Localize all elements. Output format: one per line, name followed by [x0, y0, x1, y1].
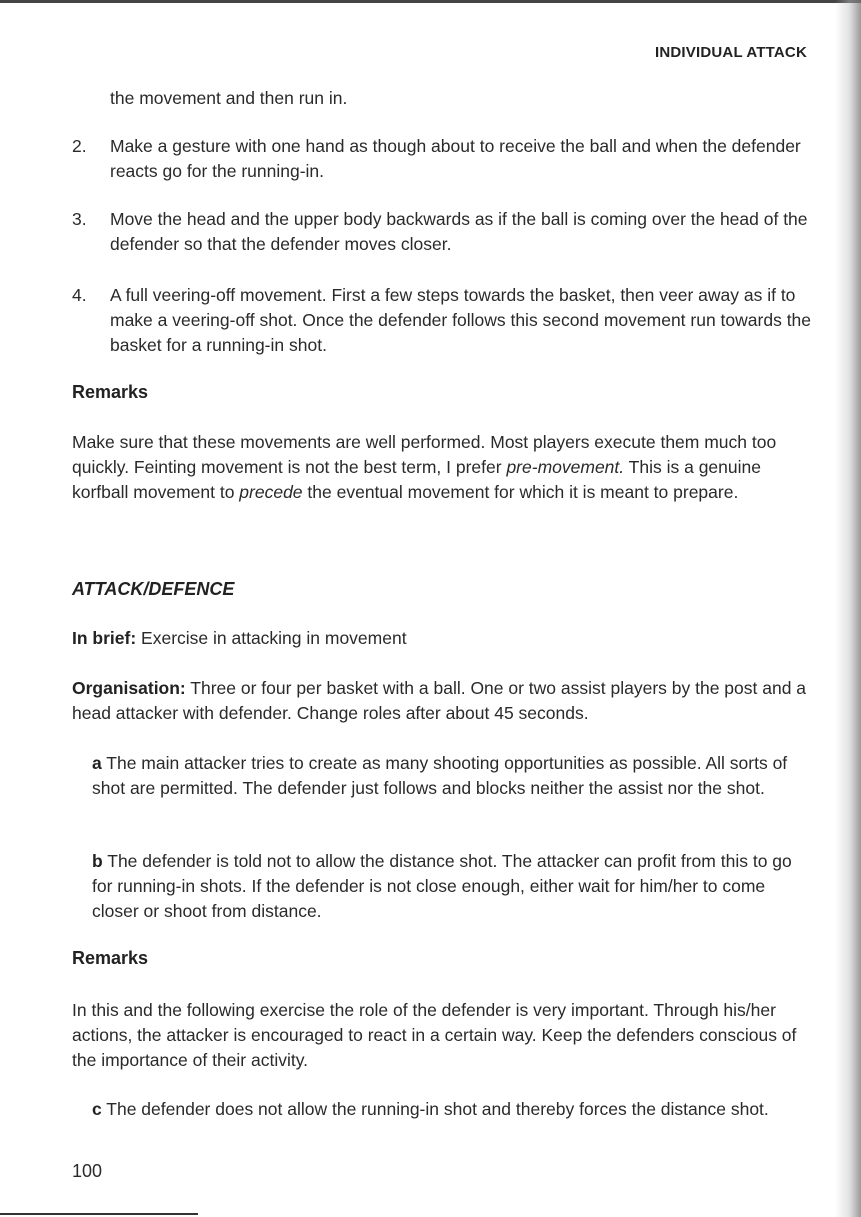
remarks-paragraph [72, 430, 814, 505]
organisation-paragraph [72, 676, 814, 726]
list-number-3: 3. [72, 209, 87, 229]
exercise-a-paragraph [92, 751, 814, 801]
in-brief-label: In brief: [72, 628, 137, 648]
page-edge-shadow [835, 0, 861, 1217]
exercise-c-paragraph [92, 1097, 814, 1122]
in-brief-text: Exercise in attacking in movement [136, 628, 407, 648]
organisation-text: Three or four per basket with a ball. One or two assist players by the post and a head attacker with defender. Change roles after about 45 seconds. [72, 678, 807, 723]
bottom-rule [0, 1213, 198, 1215]
exercise-c-letter: c [92, 1099, 102, 1119]
remarks-text-a: Make sure that these movements are well performed. Most players execute them much too quickly. Feinting movement is not the best term, I prefer [72, 432, 777, 477]
remarks-text-b: This is a genuine korfball movement to [72, 457, 761, 502]
remarks-emphasis-precede: precede [239, 482, 303, 502]
running-head: INDIVIDUAL ATTACK [654, 44, 807, 61]
in-brief-paragraph [72, 626, 814, 651]
page-number: 100 [72, 1161, 103, 1181]
organisation-label: Organisation: [72, 678, 186, 698]
list-item-4: A full veering-off movement. First a few steps towards the basket, then veer away as if to make a veering-off shot. Once the defender follows this second movement run towards the basket for a running-in shot. [110, 285, 812, 355]
exercise-b-text: The defender is told not to allow the distance shot. The attacker can profit from this to go for running-in shots. If the defender is not close enough, either wait for him/her to come closer or shoot from distance. [92, 851, 792, 921]
top-rule [0, 0, 861, 3]
section-title: ATTACK/DEFENCE [72, 579, 235, 599]
remarks-heading: Remarks [72, 382, 149, 402]
list-item-1-continuation: the movement and then run in. [110, 88, 348, 108]
remarks-text-c: the eventual movement for which it is meant to prepare. [302, 482, 739, 502]
remarks-paragraph-2: In this and the following exercise the role of the defender is very important. Through his/her actions, the attacker is encouraged to react in a certain way. Keep the defenders conscious of the importance of their activity. [72, 1000, 797, 1070]
exercise-a-letter: a [92, 753, 102, 773]
list-item-3: Move the head and the upper body backwards as if the ball is coming over the head of the defender so that the defender moves closer. [110, 209, 808, 254]
remarks-emphasis-pre-movement: pre-movement. [506, 457, 625, 477]
exercise-c-text: The defender does not allow the running-in shot and thereby forces the distance shot. [101, 1099, 769, 1119]
remarks-heading-2: Remarks [72, 948, 149, 968]
list-number-4: 4. [72, 285, 87, 305]
exercise-a-text: The main attacker tries to create as many shooting opportunities as possible. All sorts of shot are permitted. The defender just follows and blocks neither the assist nor the shot. [92, 753, 788, 798]
list-number-2: 2. [72, 136, 87, 156]
exercise-b-letter: b [92, 851, 103, 871]
list-item-2: Make a gesture with one hand as though about to receive the ball and when the defender reacts go for the running-in. [110, 136, 801, 181]
exercise-b-paragraph [92, 849, 814, 924]
